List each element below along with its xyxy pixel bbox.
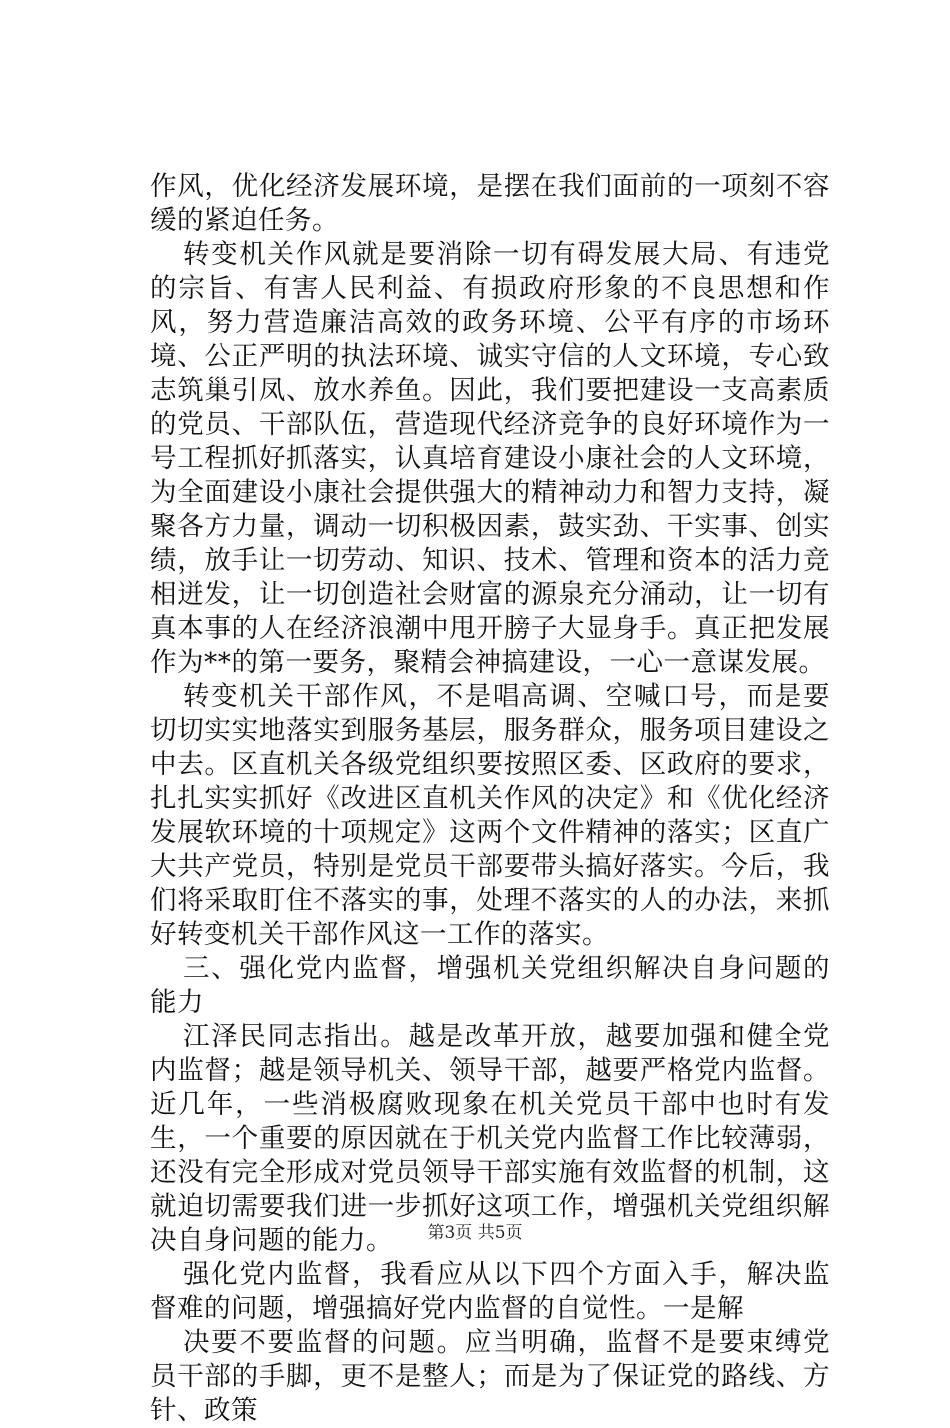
page-number-footer: 第3页 共5页: [427, 1223, 523, 1243]
section-heading: 三、强化党内监督，增强机关党组织解决自身问题的能力: [150, 953, 830, 1018]
paragraph: 转变机关作风就是要消除一切有碍发展大局、有违党的宗旨、有害人民利益、有损政府形象的不良思想和作风，努力营造廉洁高效的政务环境、公平有序的市场环境、公正严明的执法环境、诚实守信的人文环境，专心致志筑巢引凤、放水养鱼。因此，我们要把建设一支高素质的党员、干部队伍，营造现代经济竞争的良好环境作为一号工程抓好抓落实，认真培育建设小康社会的人文环境，为全面建设小康社会提供强大的精神动力和智力支持，凝聚各方力量，调动一切积极因素，鼓实劲、干实事、创实绩，放手让一切劳动、知识、技术、管理和资本的活力竞相迸发，让一切创造社会财富的源泉充分涌动，让一切有真本事的人在经济浪潮中甩开膀子大显身手。真正把发展作为**的第一要务，聚精会神搞建设，一心一意谋发展。: [150, 239, 830, 678]
paragraph: 决要不要监督的问题。应当明确，监督不是要束缚党员干部的手脚，更不是整人；而是为了保证党的路线、方针、政策: [150, 1327, 830, 1426]
paragraph: 作风，优化经济发展环境，是摆在我们面前的一项刻不容缓的紧迫任务。: [150, 171, 830, 236]
paragraph: 强化党内监督，我看应从以下四个方面入手，解决监督难的问题，增强搞好党内监督的自觉性。一是解: [150, 1259, 830, 1324]
paragraph: 转变机关干部作风，不是唱高调、空喊口号，而是要切切实实地落实到服务基层，服务群众，服务项目建设之中去。区直机关各级党组织要按照区委、区政府的要求，扎扎实实抓好《改进区直机关作风的决定》和《优化经济发展软环境的十项规定》这两个文件精神的落实；区直广大共产党员，特别是党员干部要带头搞好落实。今后，我们将采取盯住不落实的事，处理不落实的人的办法，来抓好转变机关干部作风这一工作的落实。: [150, 681, 830, 950]
paragraph: 江泽民同志指出。越是改革开放，越要加强和健全党内监督；越是领导机关、领导干部，越要严格党内监督。近几年，一些消极腐败现象在机关党员干部中也时有发生，一个重要的原因就在于机关党内监督工作比较薄弱，还没有完全形成对党员领导干部实施有效监督的机制，这就迫切需要我们进一步抓好这项工作，增强机关党组织解决自身问题的能力。: [150, 1021, 830, 1256]
